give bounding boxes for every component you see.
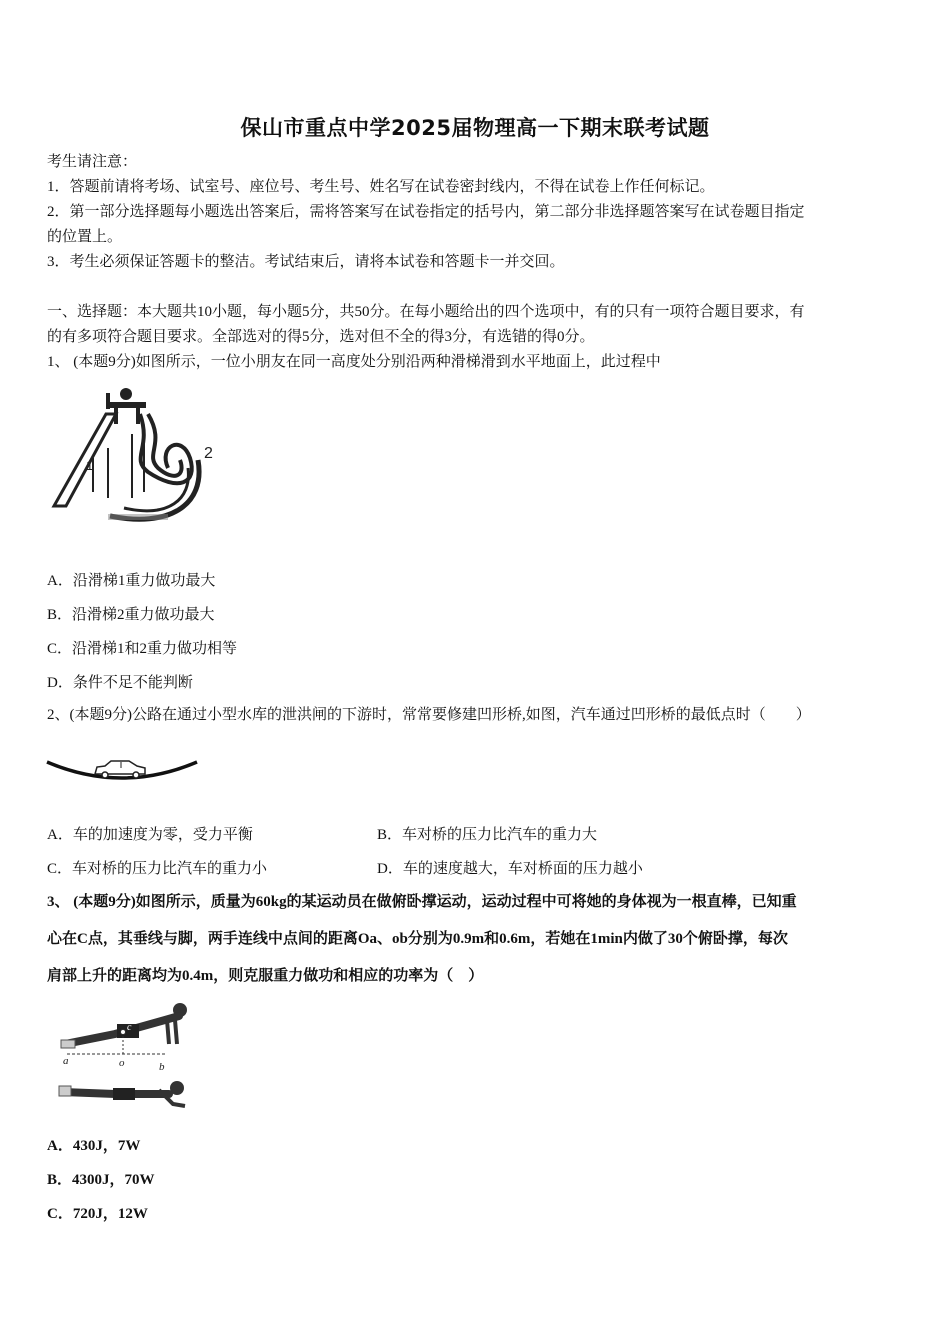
- section-heading-line2: 的有多项符合题目要求。全部选对的得5分，选对但不全的得3分，有选错的得0分。: [47, 329, 595, 345]
- curved-slide: [140, 414, 192, 483]
- point-o-label: o: [119, 1057, 125, 1069]
- pushup-figure: [55, 1000, 200, 1122]
- straight-slide: [54, 414, 116, 506]
- q3-option-b[interactable]: B．4300J，70W: [47, 1172, 155, 1188]
- q1-option-b[interactable]: B．沿滑梯2重力做功最大: [47, 607, 215, 623]
- notice-item-3: 3．考生必须保证答题卡的整洁。考试结束后，请将本试卷和答题卡一并交回。: [47, 254, 565, 270]
- q2-option-d[interactable]: D．车的速度越大，车对桥面的压力越小: [377, 861, 643, 877]
- point-a-label: a: [63, 1055, 69, 1067]
- q2-option-c[interactable]: C．车对桥的压力比汽车的重力小: [47, 861, 268, 877]
- q2-option-b[interactable]: B．车对桥的压力比汽车的重力大: [377, 827, 598, 843]
- q1-option-c[interactable]: C．沿滑梯1和2重力做功相等: [47, 641, 238, 657]
- slide-label-2: 2: [204, 445, 213, 462]
- q2-stem: 2、(本题9分)公路在通过小型水库的泄洪闸的下游时，常常要修建凹形桥,如图，汽车通过凹形桥的最低点时（ ）: [47, 707, 811, 723]
- q1-stem: 1、 (本题9分)如图所示，一位小朋友在同一高度处分别沿两种滑梯滑到水平地面上，此过程中: [47, 354, 661, 370]
- q1-option-a[interactable]: A．沿滑梯1重力做功最大: [47, 573, 216, 589]
- athlete-down: [59, 1081, 185, 1106]
- notice-heading: 考生请注意：: [47, 154, 138, 170]
- q3-stem-line1: 3、 (本题9分)如图所示，质量为60kg的某运动员在做俯卧撑运动，运动过程中可将她的身体视为一根直棒，已知重: [47, 894, 797, 910]
- page-title: 保山市重点中学2025届物理高一下期末联考试题: [240, 116, 710, 140]
- q2-option-a[interactable]: A．车的加速度为零，受力平衡: [47, 827, 253, 843]
- slide-label-1: 1: [86, 458, 94, 473]
- notice-item-2: 2．第一部分选择题每小题选出答案后，需将答案写在试卷指定的括号内，第二部分非选择题答案写在试卷题目指定: [47, 204, 805, 220]
- concave-bridge-figure: [45, 752, 200, 784]
- point-b-label: b: [159, 1061, 165, 1073]
- q1-option-d[interactable]: D．条件不足不能判断: [47, 675, 193, 691]
- point-c-label: c: [127, 1022, 132, 1033]
- q3-option-a[interactable]: A．430J，7W: [47, 1138, 141, 1154]
- child-head: [120, 388, 132, 400]
- q3-option-c[interactable]: C．720J，12W: [47, 1206, 148, 1222]
- notice-item-1: 1．答题前请将考场、试室号、座位号、考生号、姓名写在试卷密封线内，不得在试卷上作任何标记。: [47, 179, 715, 195]
- q3-stem-line3: 肩部上升的距离均为0.4m，则克服重力做功和相应的功率为（ ）: [47, 968, 484, 984]
- platform: [106, 402, 146, 408]
- car-icon: [95, 761, 145, 778]
- athlete-plank: [61, 1003, 187, 1048]
- section-heading-line1: 一、选择题：本大题共10小题，每小题5分，共50分。在每小题给出的四个选项中，有的只有一项符合题目要求，有: [47, 304, 805, 320]
- q3-stem-line2: 心在C点，其垂线与脚，两手连线中点间的距离Oa、ob分别为0.9m和0.6m，若她在1min内做了30个俯卧撑，每次: [47, 931, 788, 947]
- slide-figure: [48, 388, 220, 530]
- notice-item-2-cont: 的位置上。: [47, 229, 123, 245]
